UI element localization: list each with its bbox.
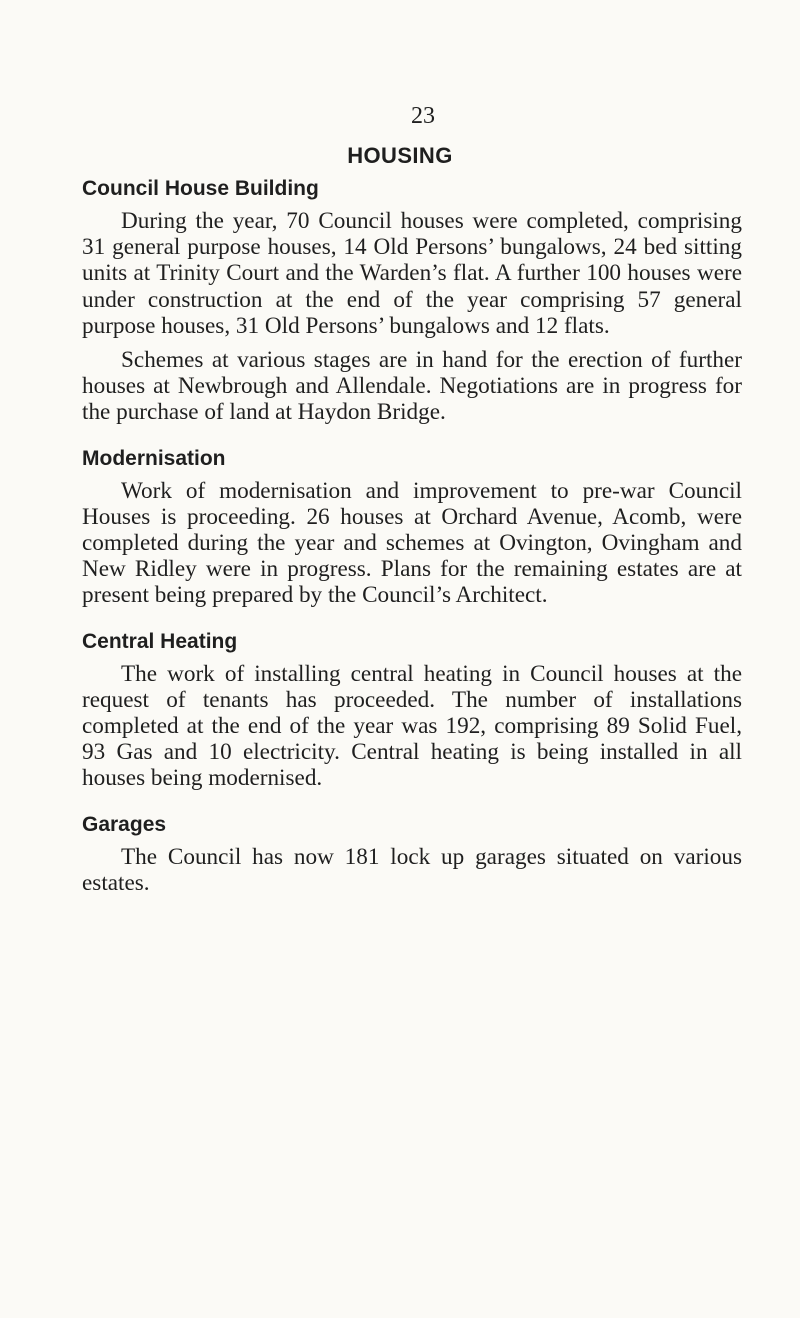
section-heading: Council House Building [82,177,319,200]
section-garages [82,810,742,896]
page-title: HOUSING [347,143,453,168]
paragraph: The work of installing central heating in Council houses at the request of tenants has proceeded. The number of installations completed at the end of the year was 192, comprising 89 Solid Fuel, 93 Gas and 10 electricity. Central heating is being installed in all houses being modernised. [82,660,742,792]
paragraph: Schemes at various stages are in hand for the erection of further houses at Newbrough and Allendale. Negotiations are in progress for the purchase of land at Haydon Bridge. [82,347,742,426]
section-council-house-building [82,174,742,426]
paragraph: Work of modernisation and improvement to pre-war Council Houses is proceeding. 26 houses at Orchard Avenue, Acomb, were completed during the year and schemes at Ovington, Ovingham and New Ridley were in progress. Plans for the remaining estates are at present being prepared by the Council’s Architect. [82,477,742,609]
section-modernisation [82,444,742,609]
section-central-heating [82,627,742,792]
section-heading: Modernisation [82,446,226,470]
section-heading: Central Heating [82,629,238,653]
paragraph: The Council has now 181 lock up garages situated on various estates. [82,843,742,896]
paragraph: During the year, 70 Council houses were completed, comprising 31 general purpose houses, 14 Old Persons’ bungalows, 24 bed sitting units at Trinity Court and the Warden’s flat. A further 100 houses were under construction at the end of the year comprising 57 general purpose houses, 31 Old Persons’ bungalows and 12 flats. [82,208,742,339]
page-number: 23 [411,103,435,129]
document-body [82,174,742,896]
section-heading: Garages [82,812,167,836]
